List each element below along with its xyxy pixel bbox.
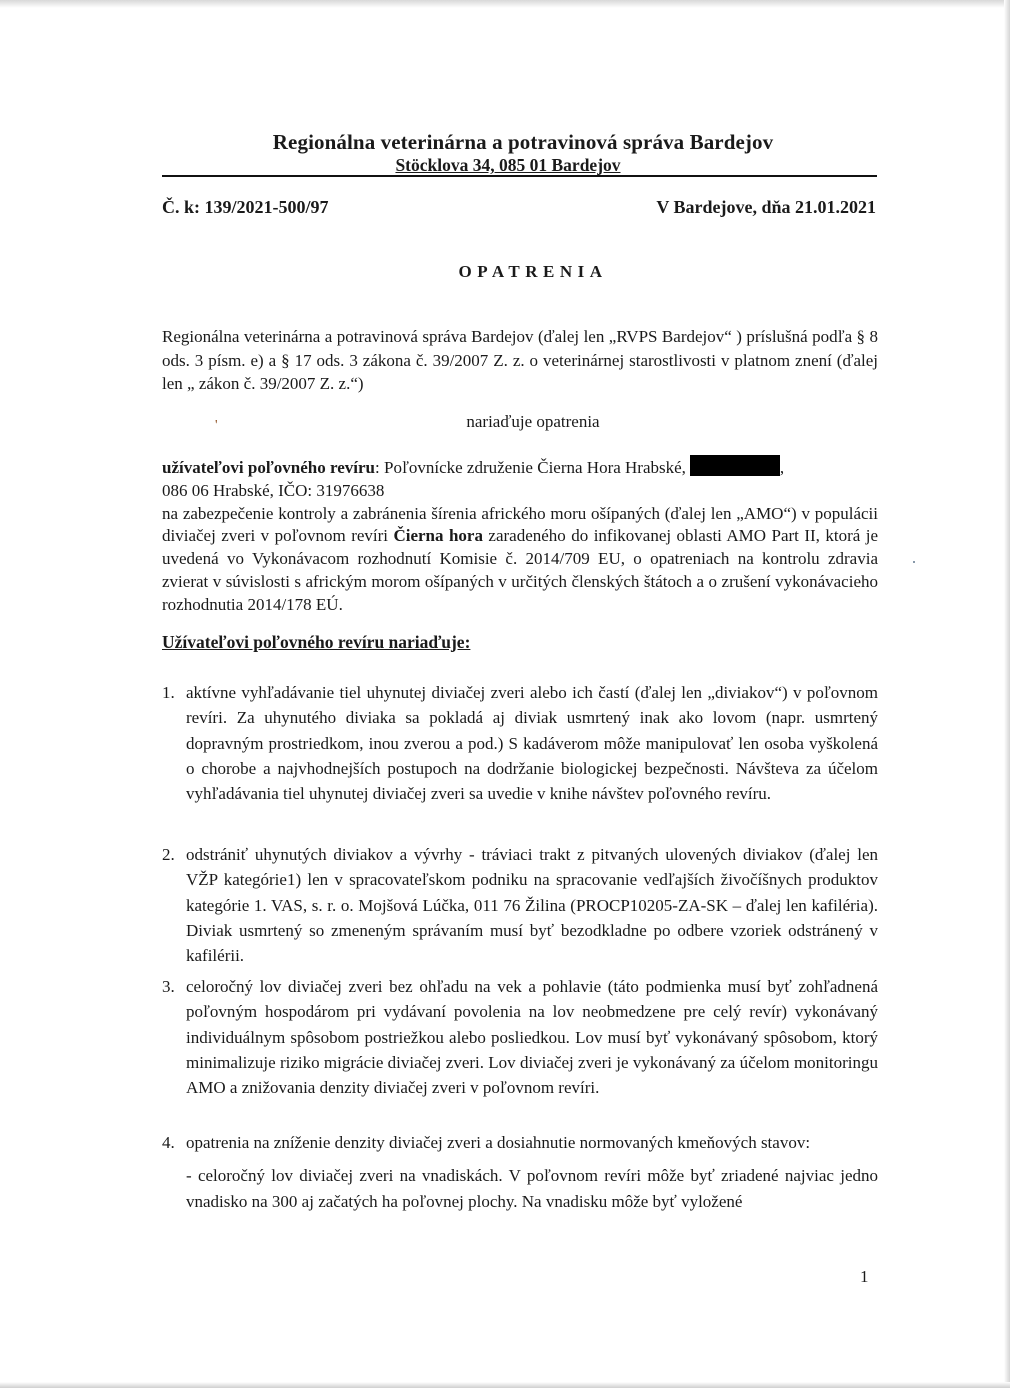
redaction-box xyxy=(690,455,780,476)
list-item-text: opatrenia na zníženie denzity diviačej zveri a dosiahnutie normovaných kmeňových stavov: xyxy=(186,1133,811,1152)
purpose-text-a: na zabezpečenie kontroly a zabránenia šírenia afrického moru ošípaných (ďalej len „AMO“) v populácii diviačej zveri v poľovnom revíri xyxy=(162,503,878,546)
organization-address: Stöcklova 34, 085 01 Bardejov xyxy=(395,155,621,175)
list-item-subpoint: - celoročný lov diviačej zveri na vnadiskách. V poľovnom revíri môže byť zriadené najviac jedno vnadisko na 300 aj začatých ha poľovnej plochy. Na vnadisku môže byť vyložené xyxy=(186,1166,878,1211)
list-item-text: aktívne vyhľadávanie tiel uhynutej diviačej zveri alebo ich častí (ďalej len „diviakov“) v poľovnom revíri. Za uhynutého diviaka sa pokladá aj diviak usmrtený inak ako lovom (napr. usmrtený dopravným prostriedkom, inou zverou a pod.) S kadáverom môže manipulovať len osoba vyškolená o chorobe a najvhodnejších postupoch na dodržanie biologickej bezpečnosti. Návšteva za účelom vyhľadávania tiel uhynutej diviačej zveri sa uvedie v knihe návštev poľovného revíru. xyxy=(186,683,878,804)
scan-artifact-mark: ' xyxy=(215,418,218,433)
recipient-name: : Poľovnícke združenie Čierna Hora Hrabské, xyxy=(375,458,686,477)
list-item xyxy=(162,974,878,1100)
header-divider xyxy=(162,175,877,177)
organization-name: Regionálna veterinárna a potravinová správa Bardejov xyxy=(272,130,774,154)
list-item-text: celoročný lov diviačej zveri bez ohľadu na vek a pohlavie (táto podmienka musí byť zohľadnená poľovným hospodárom pri vydávaní povolenia na lov neobmedzene pre celý revír) vykonávaný individuálnym spôsobom postriežkou alebo posliedkou. Lov musí byť vykonávaný spôsobom, ktorý minimalizuje riziko migrácie diviačej zveri. Lov diviačej zveri je vykonávaný za účelom monitoringu AMO a znižovania denzity diviačej zveri v poľovnom revíri. xyxy=(186,977,878,1098)
intro-paragraph: Regionálna veterinárna a potravinová správa Bardejov (ďalej len „RVPS Bardejov“ ) príslušná podľa § 8 ods. 3 písm. e) a § 17 ods. 3 zákona č. 39/2007 Z. z. o veterinárnej starostlivosti v platnom znení (ďalej len „ zákon č. 39/2007 Z. z.“) xyxy=(162,327,878,393)
reference-number: Č. k: 139/2021-500/97 xyxy=(162,197,329,217)
orders-line: nariaďuje opatrenia xyxy=(466,412,600,431)
list-item xyxy=(162,680,878,806)
place-and-date: V Bardejove, dňa 21.01.2021 xyxy=(656,197,876,217)
recipient-label: užívateľovi poľovného revíru xyxy=(162,458,376,477)
list-item xyxy=(162,1130,878,1214)
purpose-text-b: zaradeného do infikovanej oblasti AMO Part II, ktorá je uvedená vo Vykonávacom rozhodnutí Komisie č. 2014/709 EU, o opatreniach na kontrolu zdravia zvierat v súvislosti s africkým morom ošípaných v určitých členských štátoch a o zrušení vykonávacieho rozhodnutia 2014/178 EÚ. xyxy=(162,526,879,614)
scan-artifact-dot xyxy=(913,561,915,563)
list-item-number: 4. xyxy=(162,1133,175,1152)
page-number: 1 xyxy=(860,1267,869,1286)
document-title: OPATRENIA xyxy=(458,262,608,281)
revir-name: Čierna hora xyxy=(393,526,483,546)
scan-edge-top xyxy=(0,0,1010,8)
list-item-number: 3. xyxy=(162,977,175,996)
list-item-text: odstrániť uhynutých diviakov a vývrhy - tráviaci trakt z pitvaných ulovených diviakov (ďalej len VŽP kategórie1) len v spracovateľskom podniku na spracovanie vedľajších živočíšnych produktov kategórie 1. VAS, s. r. o. Mojšová Lúčka, 011 76 Žilina (PROCP10205-ZA-SK – ďalej len kafiléria). Diviak usmrtený so zmeneným správaním musí byť bezodkladne po odbere vzoriek odstránený v kafilérii. xyxy=(186,845,878,966)
section-heading: Užívateľovi poľovného revíru nariaďuje: xyxy=(162,632,471,652)
list-item-number: 2. xyxy=(162,845,175,864)
scan-edge-right xyxy=(1004,0,1010,1388)
list-item-number: 1. xyxy=(162,683,175,702)
scan-edge-bottom xyxy=(0,1382,1010,1388)
list-item xyxy=(162,842,878,968)
recipient-address: 086 06 Hrabské, IČO: 31976638 xyxy=(162,480,385,500)
redaction-comma: , xyxy=(779,458,785,477)
recipient-block xyxy=(162,455,878,617)
